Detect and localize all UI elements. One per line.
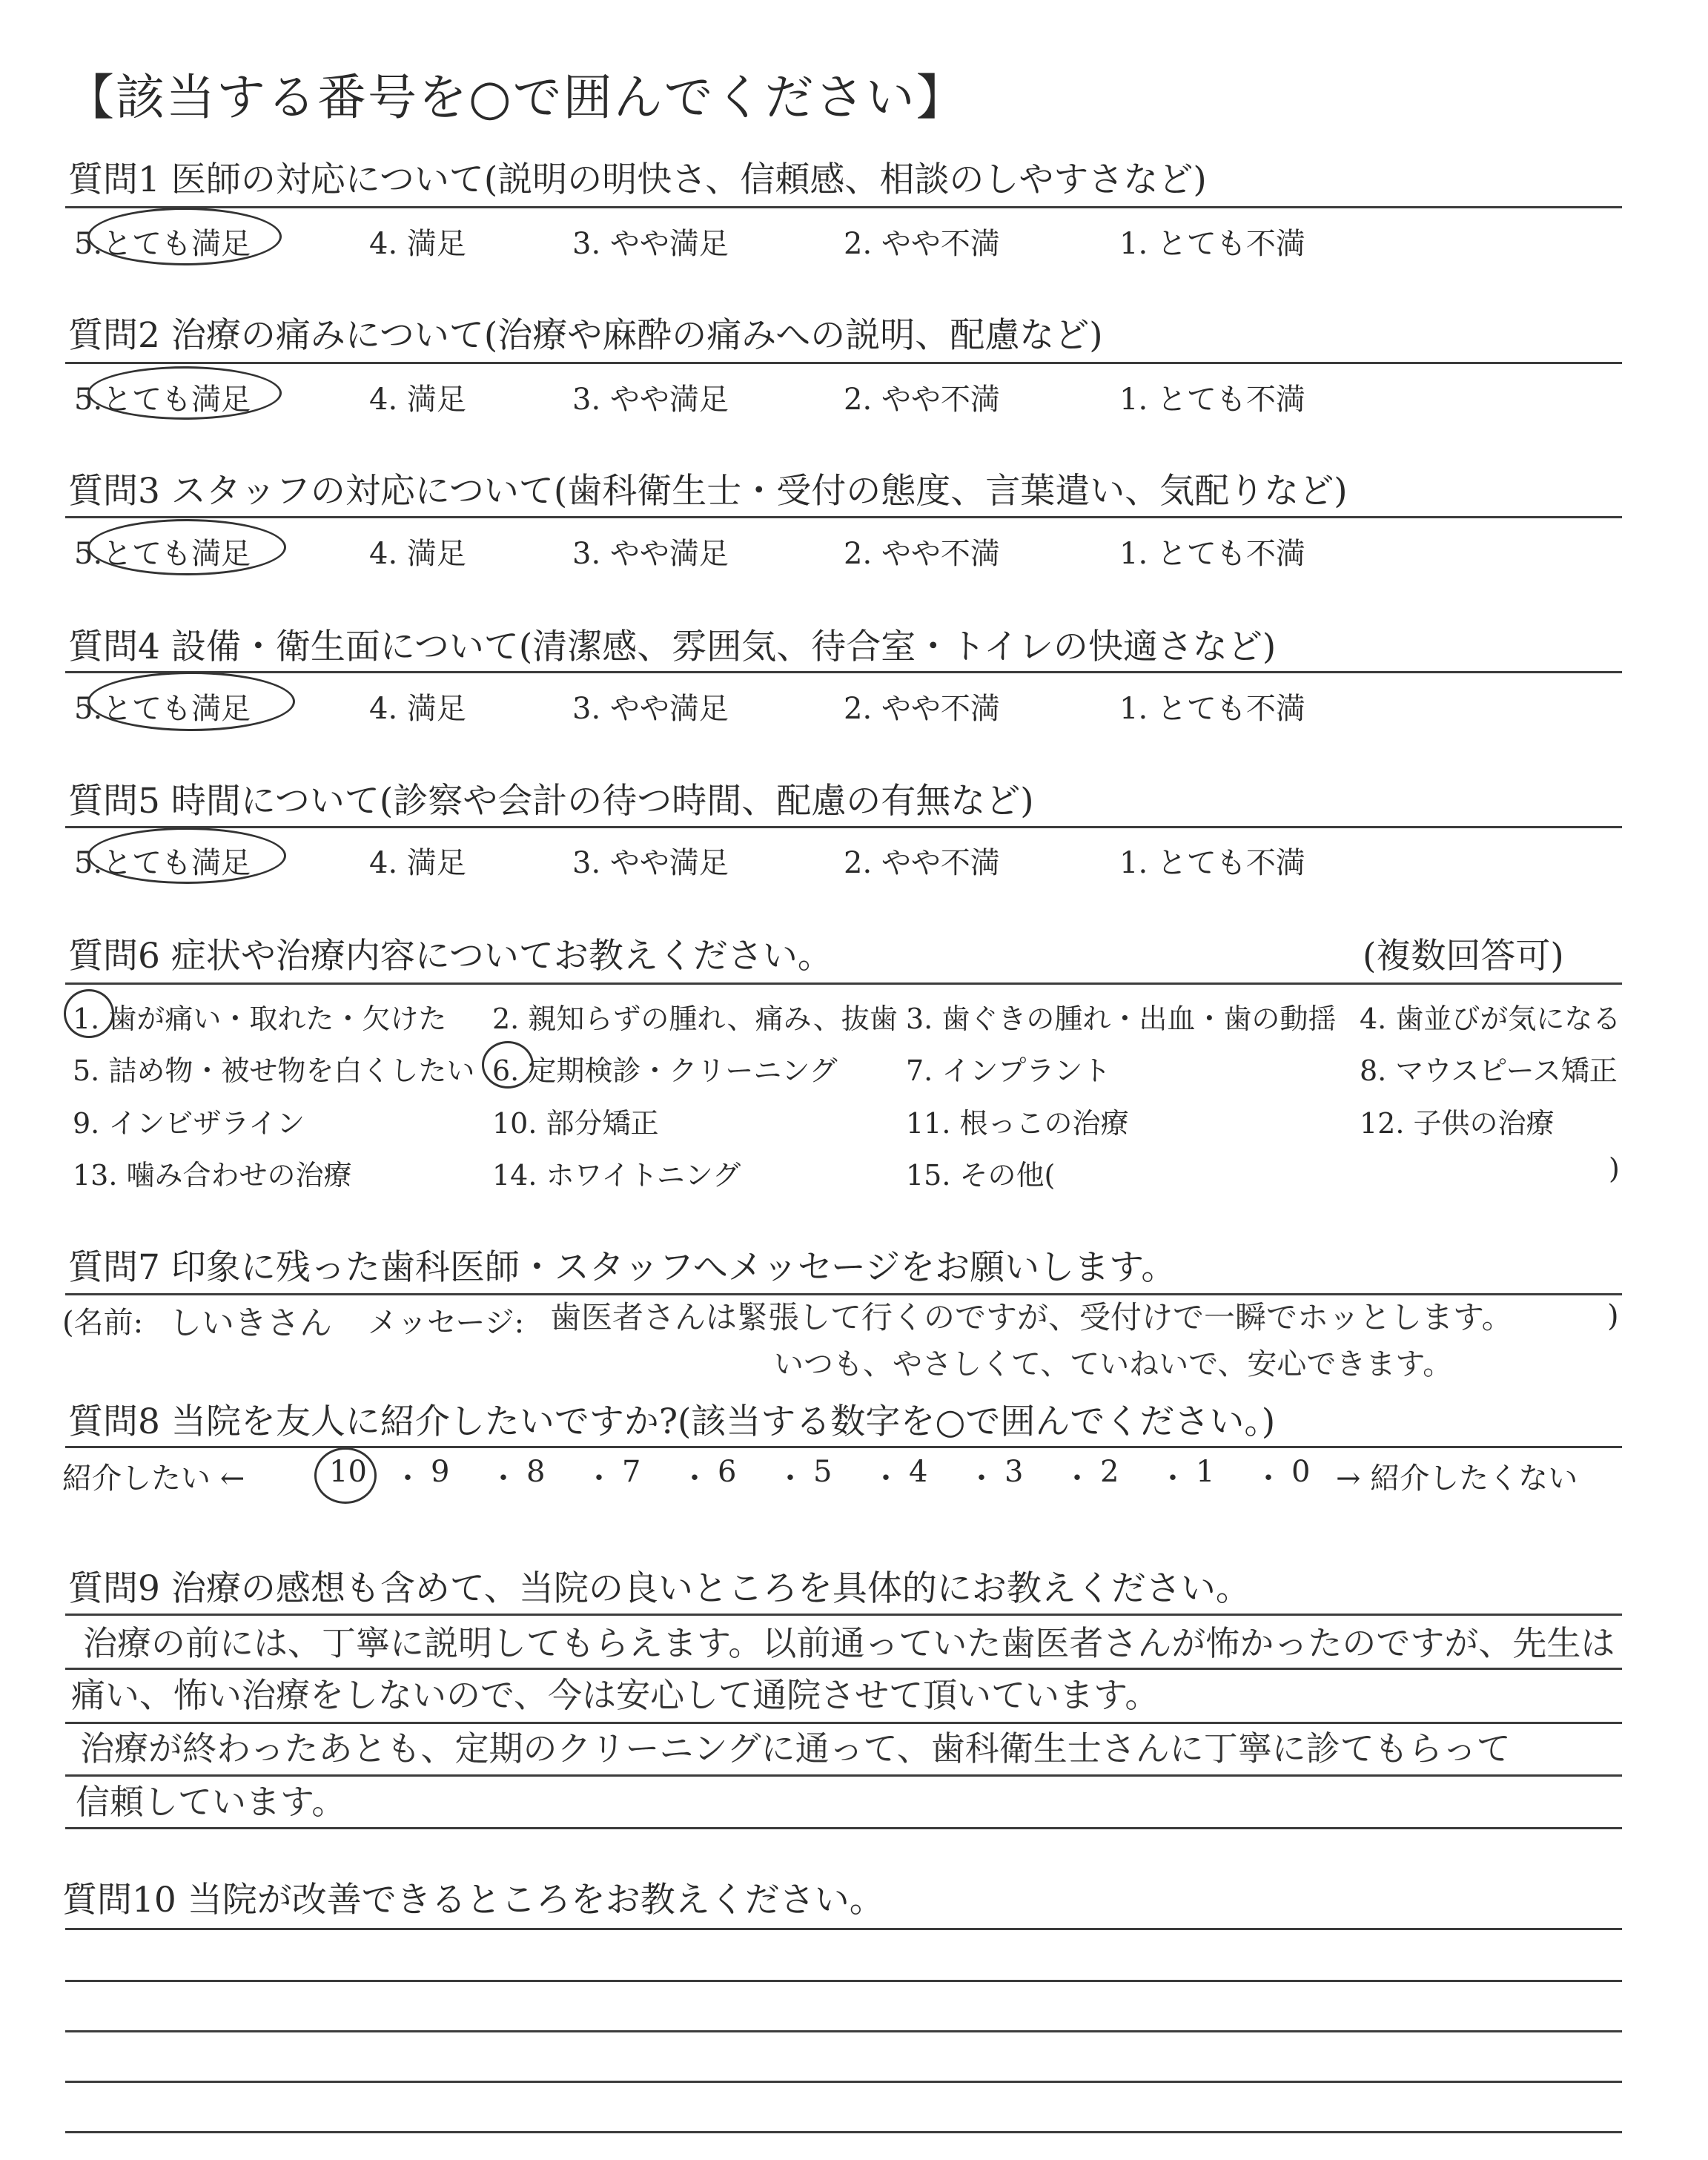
q4-opt2[interactable]: 2. やや不満: [844, 692, 1000, 726]
q10-rule-4: [65, 2081, 1622, 2083]
q4-label: 質問4 設備・衛生面について(清潔感、雰囲気、待合室・トイレの快適さなど): [68, 627, 1277, 667]
q9-answer-line4[interactable]: 信頼しています。: [76, 1782, 346, 1822]
q6-other-close: ): [1609, 1152, 1620, 1185]
q1-opt2[interactable]: 2. やや不満: [844, 227, 1000, 261]
q2-selection-circle: [87, 366, 282, 420]
q1-opt1[interactable]: 1. とても不満: [1119, 227, 1305, 261]
q3-opt3[interactable]: 3. やや満足: [572, 537, 729, 571]
q4-opt4[interactable]: 4. 満足: [369, 692, 466, 726]
q2-opt1[interactable]: 1. とても不満: [1119, 383, 1305, 417]
q6-opt-8[interactable]: 8. マウスピース矯正: [1360, 1054, 1618, 1087]
q6-selection-circle-1: [64, 989, 114, 1038]
q1-opt4[interactable]: 4. 満足: [369, 227, 466, 261]
q1-label: 質問1 医師の対応について(説明の明快さ、信頼感、相談のしやすさなど): [68, 159, 1207, 200]
q6-opt-11[interactable]: 11. 根っこの治療: [906, 1107, 1129, 1140]
q6-opt-15[interactable]: 15. その他(: [906, 1159, 1056, 1192]
q5-opt5[interactable]: 5.とても満足: [74, 846, 251, 880]
q5-opt2[interactable]: 2. やや不満: [844, 846, 1000, 880]
q10-rule-3: [65, 2030, 1622, 2032]
q10-label: 質問10 当院が改善できるところをお教えください。: [62, 1880, 884, 1920]
q6-selection-circle-6: [482, 1041, 534, 1089]
q6-label: 質問6 症状や治療内容についてお教えください。: [68, 936, 833, 977]
instruction-heading: 【該当する番号を○で囲んでください】: [65, 69, 967, 126]
q7-message-label: メッセージ:: [368, 1306, 525, 1340]
q8-scale-separator: ・: [1254, 1462, 1283, 1496]
q8-scale-1[interactable]: 1: [1196, 1455, 1215, 1489]
q8-scale-separator: ・: [1062, 1462, 1092, 1496]
q8-scale-separator: ・: [584, 1462, 614, 1496]
q8-right-label: → 紹介したくない: [1336, 1462, 1578, 1496]
q3-opt1[interactable]: 1. とても不満: [1119, 537, 1305, 571]
q9-answer-line2[interactable]: 痛い、怖い治療をしないので、今は安心して通院させて頂いています。: [71, 1675, 1159, 1715]
q2-label: 質問2 治療の痛みについて(治療や麻酔の痛みへの説明、配慮など): [68, 315, 1103, 356]
q5-label: 質問5 時間について(診察や会計の待つ時間、配慮の有無など): [68, 781, 1034, 822]
q6-opt-13[interactable]: 13. 噛み合わせの治療: [73, 1159, 352, 1192]
q3-rule: [65, 516, 1622, 518]
q6-opt-5[interactable]: 5. 詰め物・被せ物を白くしたい: [73, 1054, 475, 1087]
q8-scale-8[interactable]: 8: [526, 1455, 546, 1489]
q7-close-paren: ): [1607, 1299, 1619, 1333]
q9-rule-1: [65, 1614, 1622, 1616]
q3-opt2[interactable]: 2. やや不満: [844, 537, 1000, 571]
q7-name-value[interactable]: しいきさん: [169, 1304, 332, 1342]
q6-rule: [65, 982, 1622, 985]
q9-rule-5: [65, 1827, 1622, 1829]
q8-scale-separator: ・: [1158, 1462, 1188, 1496]
q8-scale-10[interactable]: 10: [329, 1455, 367, 1489]
q8-rule: [65, 1446, 1622, 1448]
q4-rule: [65, 671, 1622, 673]
q6-opt-7[interactable]: 7. インプラント: [906, 1054, 1111, 1087]
q1-opt5[interactable]: 5.とても満足: [74, 227, 251, 261]
q8-scale-separator: ・: [871, 1462, 901, 1496]
q8-scale-separator: ・: [967, 1462, 996, 1496]
q8-selection-circle: [314, 1447, 377, 1504]
q7-message-line2[interactable]: いつも、やさしくて、ていねいで、安心できます。: [774, 1347, 1453, 1381]
q8-scale-9[interactable]: 9: [431, 1455, 450, 1489]
q2-opt4[interactable]: 4. 満足: [369, 383, 466, 417]
q6-opt-1[interactable]: 1. 歯が痛い・取れた・欠けた: [73, 1003, 447, 1035]
q10-rule-5: [65, 2131, 1622, 2133]
q6-opt-14[interactable]: 14. ホワイトニング: [492, 1159, 741, 1192]
q8-scale-separator: ・: [680, 1462, 709, 1496]
q3-selection-circle: [87, 519, 286, 575]
q8-scale-0[interactable]: 0: [1291, 1455, 1311, 1489]
q9-label: 質問9 治療の感想も含めて、当院の良いところを具体的にお教えください。: [68, 1568, 1251, 1609]
q4-opt3[interactable]: 3. やや満足: [572, 692, 729, 726]
q8-scale-7[interactable]: 7: [622, 1455, 641, 1489]
q4-selection-circle: [87, 672, 295, 731]
q9-answer-line3[interactable]: 治療が終わったあとも、定期のクリーニングに通って、歯科衛生士さんに丁寧に診てもらって: [80, 1728, 1511, 1768]
q8-scale-3[interactable]: 3: [1004, 1455, 1024, 1489]
q5-selection-circle: [87, 828, 286, 884]
q8-scale-6[interactable]: 6: [718, 1455, 737, 1489]
q7-label: 質問7 印象に残った歯科医師・スタッフへメッセージをお願いします。: [68, 1247, 1176, 1288]
q5-rule: [65, 826, 1622, 828]
q6-opt-6[interactable]: 6. 定期検診・クリーニング: [492, 1054, 838, 1087]
q2-opt3[interactable]: 3. やや満足: [572, 383, 729, 417]
q8-scale-5[interactable]: 5: [813, 1455, 833, 1489]
q2-opt5[interactable]: 5.とても満足: [74, 383, 251, 417]
q6-opt-4[interactable]: 4. 歯並びが気になる: [1360, 1003, 1621, 1035]
q3-label: 質問3 スタッフの対応について(歯科衛生士・受付の態度、言葉遣い、気配りなど): [68, 471, 1348, 512]
q8-scale-separator: ・: [775, 1462, 805, 1496]
q6-opt-10[interactable]: 10. 部分矯正: [492, 1107, 659, 1140]
q6-opt-2[interactable]: 2. 親知らずの腫れ、痛み、抜歯: [492, 1003, 898, 1035]
q5-opt4[interactable]: 4. 満足: [369, 846, 466, 880]
q6-note: (複数回答可): [1363, 936, 1564, 977]
q6-opt-12[interactable]: 12. 子供の治療: [1360, 1107, 1555, 1140]
q3-opt4[interactable]: 4. 満足: [369, 537, 466, 571]
q4-opt5[interactable]: 5.とても満足: [74, 692, 251, 726]
q6-opt-9[interactable]: 9. インビザライン: [73, 1107, 305, 1140]
q10-rule-1: [65, 1928, 1622, 1930]
q1-rule: [65, 206, 1622, 208]
q8-scale-2[interactable]: 2: [1100, 1455, 1119, 1489]
q7-message-line1[interactable]: 歯医者さんは緊張して行くのですが、受付けで一瞬でホッとします。: [550, 1299, 1513, 1335]
q9-answer-line1[interactable]: 治療の前には、丁寧に説明してもらえます。以前通っていた歯医者さんが怖かったのですが、先生は: [83, 1623, 1615, 1663]
q3-opt5[interactable]: 5.とても満足: [74, 537, 251, 571]
q8-scale-4[interactable]: 4: [909, 1455, 928, 1489]
q6-opt-3[interactable]: 3. 歯ぐきの腫れ・出血・歯の動揺: [906, 1003, 1337, 1035]
q8-left-label: 紹介したい ←: [62, 1462, 245, 1496]
q1-selection-circle: [87, 208, 282, 265]
q8-scale-separator: ・: [489, 1462, 518, 1496]
q1-opt3[interactable]: 3. やや満足: [572, 227, 729, 261]
q2-opt2[interactable]: 2. やや不満: [844, 383, 1000, 417]
q7-name-label: (名前:: [62, 1306, 144, 1340]
q4-opt1[interactable]: 1. とても不満: [1119, 692, 1305, 726]
q5-opt3[interactable]: 3. やや満足: [572, 846, 729, 880]
q8-label: 質問8 当院を友人に紹介したいですか?(該当する数字を○で囲んでください。): [68, 1401, 1276, 1442]
q5-opt1[interactable]: 1. とても不満: [1119, 846, 1305, 880]
q10-rule-2: [65, 1980, 1622, 1982]
q8-scale-separator: ・: [393, 1462, 423, 1496]
q2-rule: [65, 362, 1622, 364]
